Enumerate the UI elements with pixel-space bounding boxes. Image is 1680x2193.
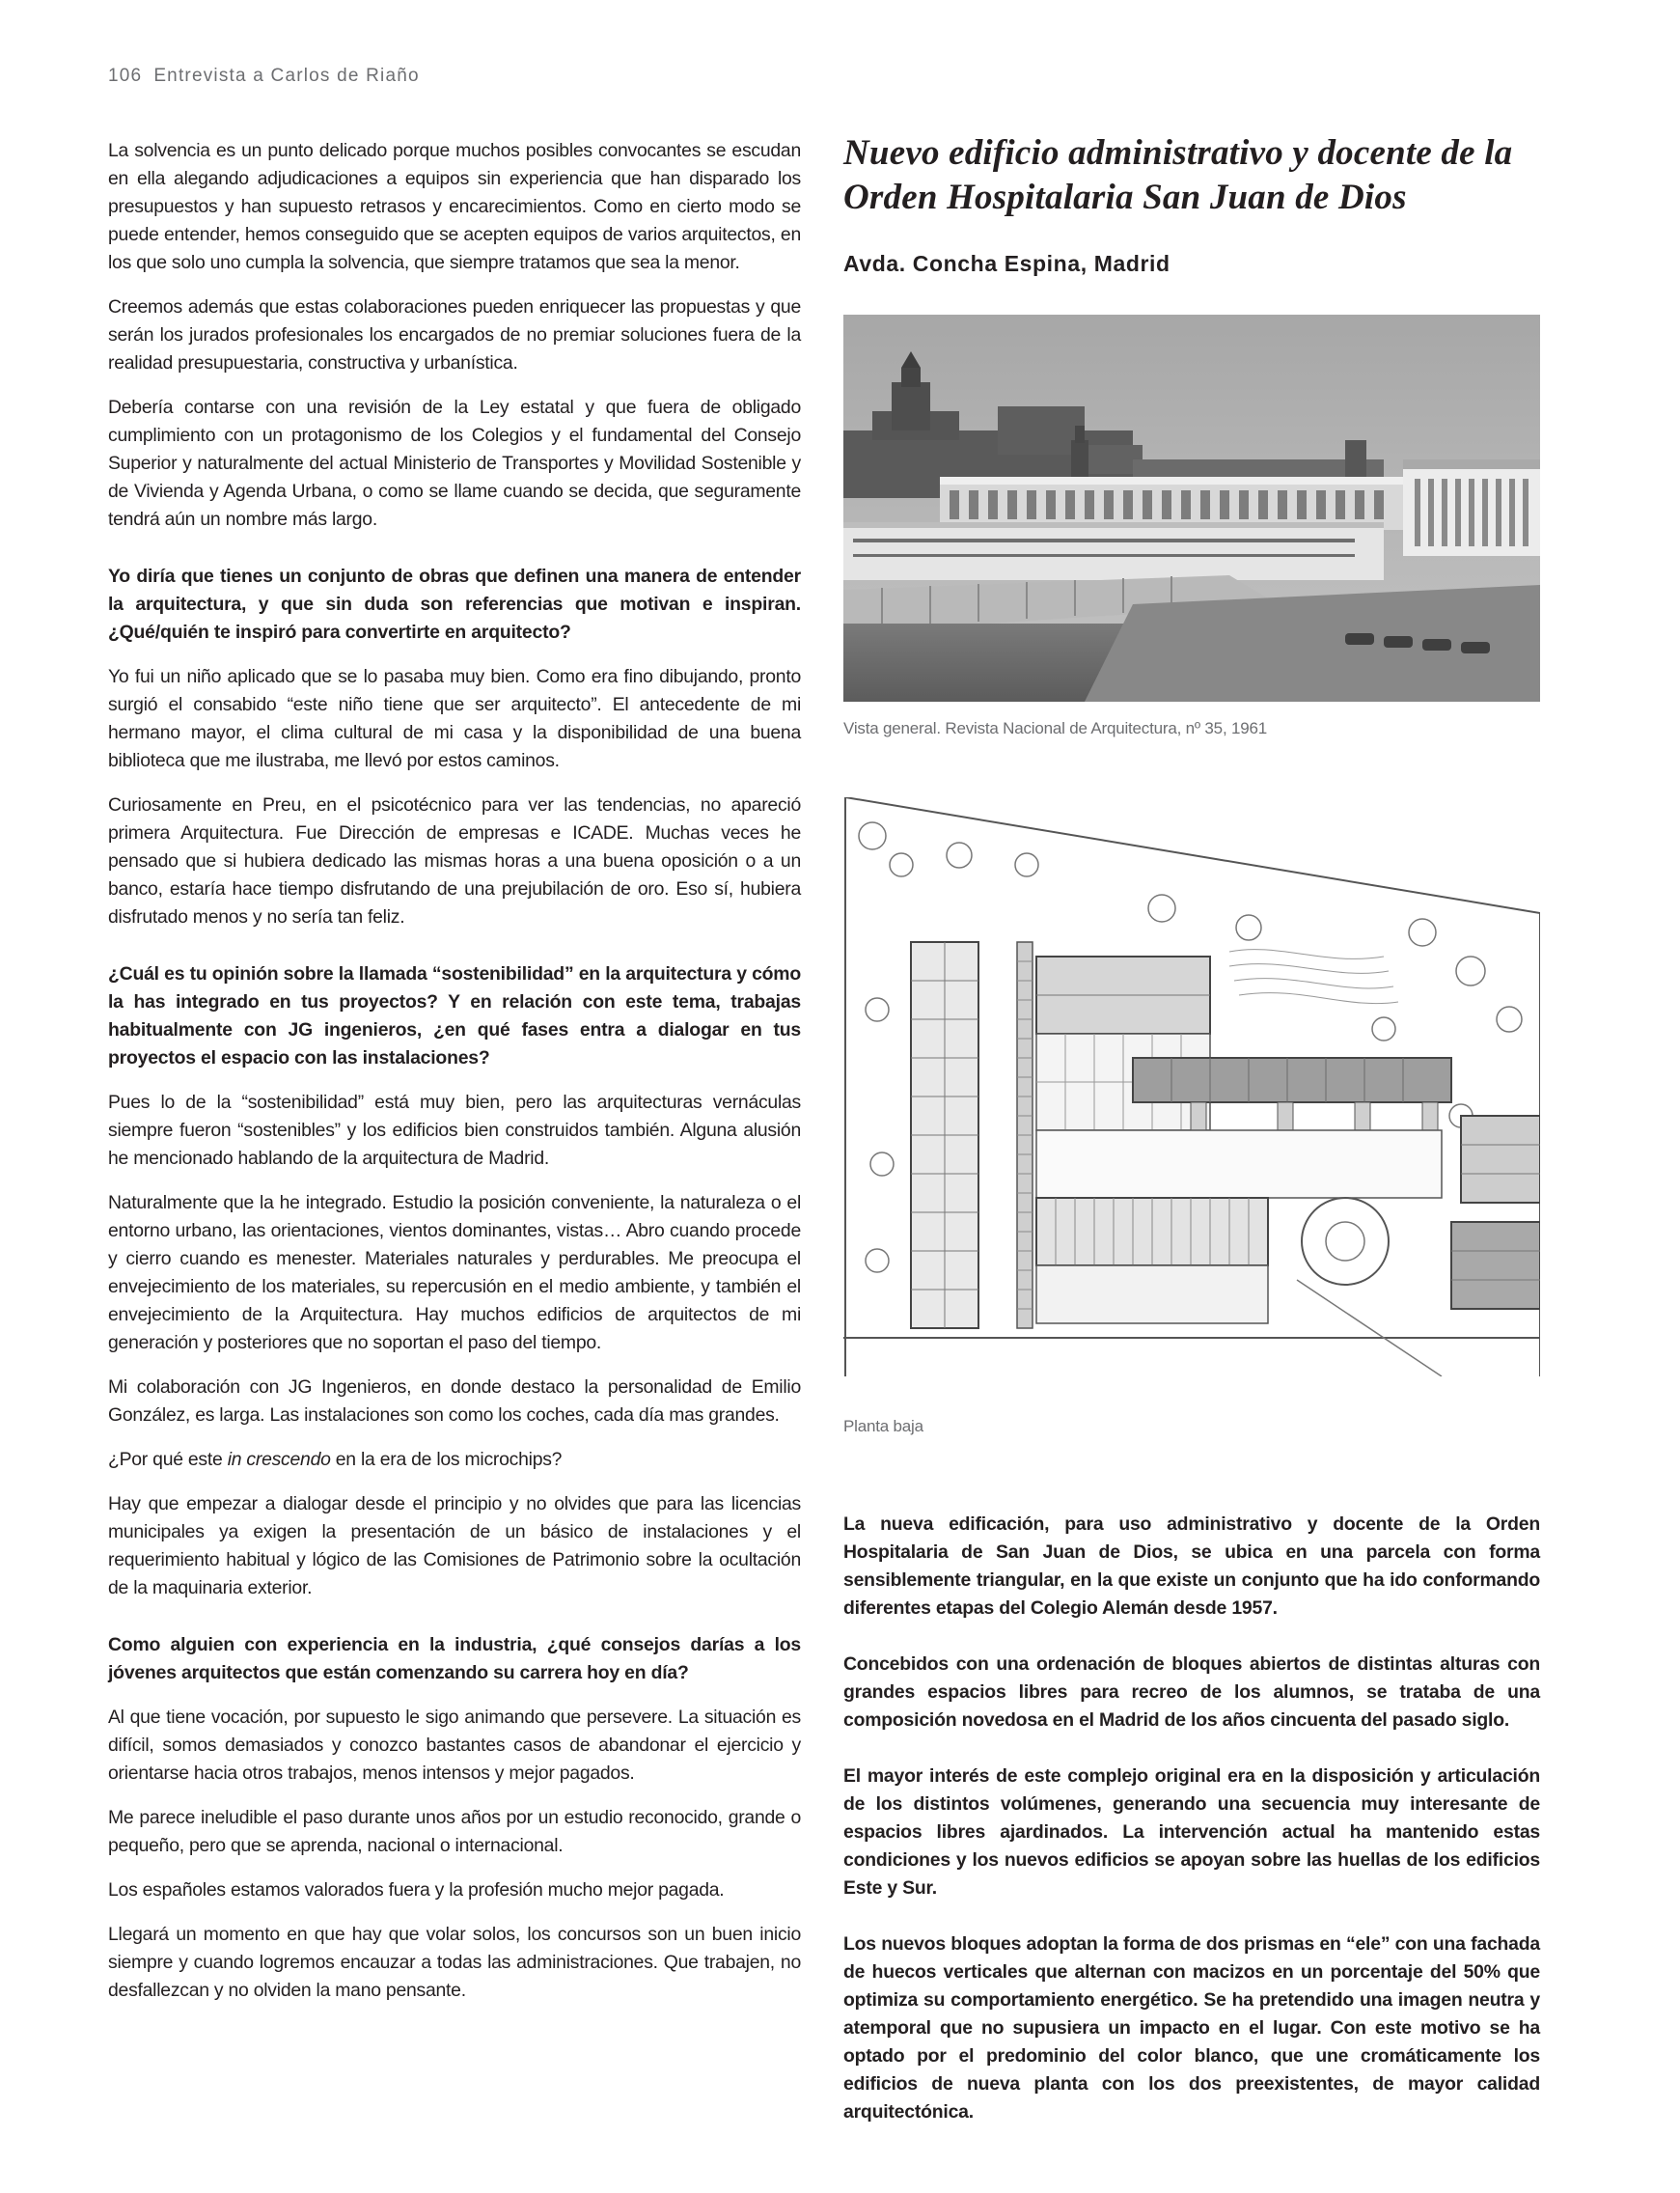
paragraph: Me parece ineludible el paso durante unos años por un estudio reconocido, grande o pequeño, pero que se aprenda, nacional o internacional. — [108, 1807, 801, 1856]
paragraph: Mi colaboración con JG Ingenieros, en donde destaco la personalidad de Emilio González, es larga. Las instalaciones son como los coches, cada día mas grandes. — [108, 1376, 801, 1426]
description-paragraph: Concebidos con una ordenación de bloques abiertos de distintas alturas con grandes espacios libres para recreo de los alumnos, se trataba de una composición novedosa en el Madrid de los años cincuenta del pasado siglo. — [843, 1653, 1540, 1731]
description-paragraph: La nueva edificación, para uso administrativo y docente de la Orden Hospitalaria de San Juan de Dios, se ubica en una parcela con forma sensiblemente triangular, en la que existe un conjunto que ha ido conformando diferentes etapas del Colegio Alemán desde 1957. — [843, 1513, 1540, 1619]
paragraph: Curiosamente en Preu, en el psicotécnico para ver las tendencias, no apareció primera Arquitectura. Fue Dirección de empresas e ICADE. Muchas veces he pensado que si hubiera dedicado las mismas horas a una buena oposición o a un banco, estaría hace tiempo disfrutando de una prejubilación de oro. Eso sí, hubiera disfrutado menos y no sería tan feliz. — [108, 794, 801, 928]
interview-question: Yo diría que tienes un conjunto de obras que definen una manera de entender la arquitectura, y que sin duda son referencias que motivan e inspiran. ¿Qué/quién te inspiró para convertirte en arquitecto? — [108, 566, 801, 643]
ground-floor-plan — [843, 797, 1540, 1376]
project-location: Avda. Concha Espina, Madrid — [843, 251, 1170, 276]
emphasis: in crescendo — [227, 1449, 331, 1470]
plan-caption: Planta baja — [843, 1417, 923, 1435]
paragraph-question-inline — [108, 1446, 801, 1474]
interview-question: Como alguien con experiencia en la industria, ¿qué consejos darías a los jóvenes arquitectos que están comenzando su carrera hoy en día? — [108, 1634, 801, 1683]
running-header — [108, 66, 420, 87]
paragraph: La solvencia es un punto delicado porque muchos posibles convocantes se escudan en ella alegando adjudicaciones a equipos sin experiencia que han disparado los presupuestos y han supuesto retrasos y encarecimientos. Como en cierto modo se puede entender, hemos conseguido que se acepten equipos de varios arquitectos, en los que solo uno cumpla la solvencia, que siempre tratamos que sea la menor. — [108, 140, 801, 273]
description-paragraph: Los nuevos bloques adoptan la forma de dos prismas en “ele” con una fachada de huecos verticales que alternan con macizos en un porcentaje del 50% que optimiza su comportamiento energético. Se ha pretendido una imagen neutra y atemporal que no supusiera un impacto en el lugar. Con este motivo se ha optado por el predominio del color blanco, que une cromáticamente los edificios de nueva planta con los dos preexistentes, de mayor calidad arquitectónica. — [843, 1933, 1540, 2123]
paragraph: Al que tiene vocación, por supuesto le sigo animando que persevere. La situación es difícil, somos demasiados y conozco bastantes casos de abandonar el ejercicio y orientarse hacia otros trabajos, menos intensos y mejor pagados. — [108, 1707, 801, 1784]
paragraph: Hay que empezar a dialogar desde el principio y no olvides que para las licencias municipales ya exigen la presentación de un básico de instalaciones y el requerimiento habitual y lógico de las Comisiones de Patrimonio sobre la ocultación de la maquinaria exterior. — [108, 1493, 801, 1598]
paragraph: Debería contarse con una revisión de la Ley estatal y que fuera de obligado cumplimiento con un protagonismo de los Colegios y el fundamental del Consejo Superior y naturalmente del actual Ministerio de Transportes y Movilidad Sostenible y de Vivienda y Agenda Urbana, o como se llame cuando se decida, que seguramente tendrá aún un nombre más largo. — [108, 397, 801, 530]
running-title: Entrevista a Carlos de Riaño — [153, 66, 420, 86]
project-description — [843, 1511, 1540, 2154]
paragraph: Llegará un momento en que hay que volar solos, los concursos son un buen inicio siempre y cuando logremos encauzar a todas las administraciones. Que trabajen, no desfallezcan y no olviden la mano pensante. — [108, 1924, 801, 2001]
paragraph: Naturalmente que la he integrado. Estudio la posición conveniente, la naturaleza o el entorno urbano, las orientaciones, vientos dominantes, vistas… Abro cuando procede y cierro cuando es menester. Materiales naturales y perdurables. Me preocupa el envejecimiento de los materiales, su repercusión en el medio ambiente, y también el envejecimiento de la Arquitectura. Hay muchos edificios de arquitectos de mi generación y posteriores que no soportan el paso del tiempo. — [108, 1192, 801, 1353]
historic-photo — [843, 315, 1540, 702]
paragraph: Creemos además que estas colaboraciones pueden enriquecer las propuestas y que serán los jurados profesionales los encargados de no premiar soluciones fuera de la realidad presupuestaria, constructiva y urbanística. — [108, 296, 801, 374]
paragraph: Los españoles estamos valorados fuera y la profesión mucho mejor pagada. — [108, 1879, 725, 1901]
photo-caption: Vista general. Revista Nacional de Arquitectura, nº 35, 1961 — [843, 719, 1268, 737]
project-heading — [843, 131, 1540, 277]
page-number: 106 — [108, 66, 143, 86]
text-run: en la era de los microchips? — [330, 1449, 563, 1470]
project-title: Nuevo edificio administrativo y docente de la Orden Hospitalaria San Juan de Dios — [843, 133, 1513, 217]
paragraph: Pues lo de la “sostenibilidad” está muy bien, pero las arquitecturas vernáculas siempre fueron “sostenibles” y los edificios bien construidos también. Alguna alusión he mencionado hablando de la arquitectura de Madrid. — [108, 1092, 801, 1169]
description-paragraph: El mayor interés de este complejo original era en la disposición y articulación de los distintos volúmenes, generando una secuencia muy interesante de espacios libres ajardinados. La intervención actual ha mantenido estas condiciones y los nuevos edificios se apoyan sobre las huellas de los edificios Este y Sur. — [843, 1765, 1540, 1899]
interview-question: ¿Cuál es tu opinión sobre la llamada “sostenibilidad” en la arquitectura y cómo la has integrado en tus proyectos? Y en relación con este tema, trabajas habitualmente con JG ingenieros, ¿en qué fases entra a dialogar en tus proyectos el espacio con las instalaciones? — [108, 963, 801, 1069]
text-run: ¿Por qué este — [108, 1449, 228, 1470]
paragraph: Yo fui un niño aplicado que se lo pasaba muy bien. Como era fino dibujando, pronto surgió el consabido “este niño tiene que ser arquitecto”. El antecedente de mi hermano mayor, el clima cultural de mi casa y la disponibilidad de una buena biblioteca que me ilustraba, me llevó por estos caminos. — [108, 666, 801, 771]
interview-column — [108, 137, 801, 2021]
